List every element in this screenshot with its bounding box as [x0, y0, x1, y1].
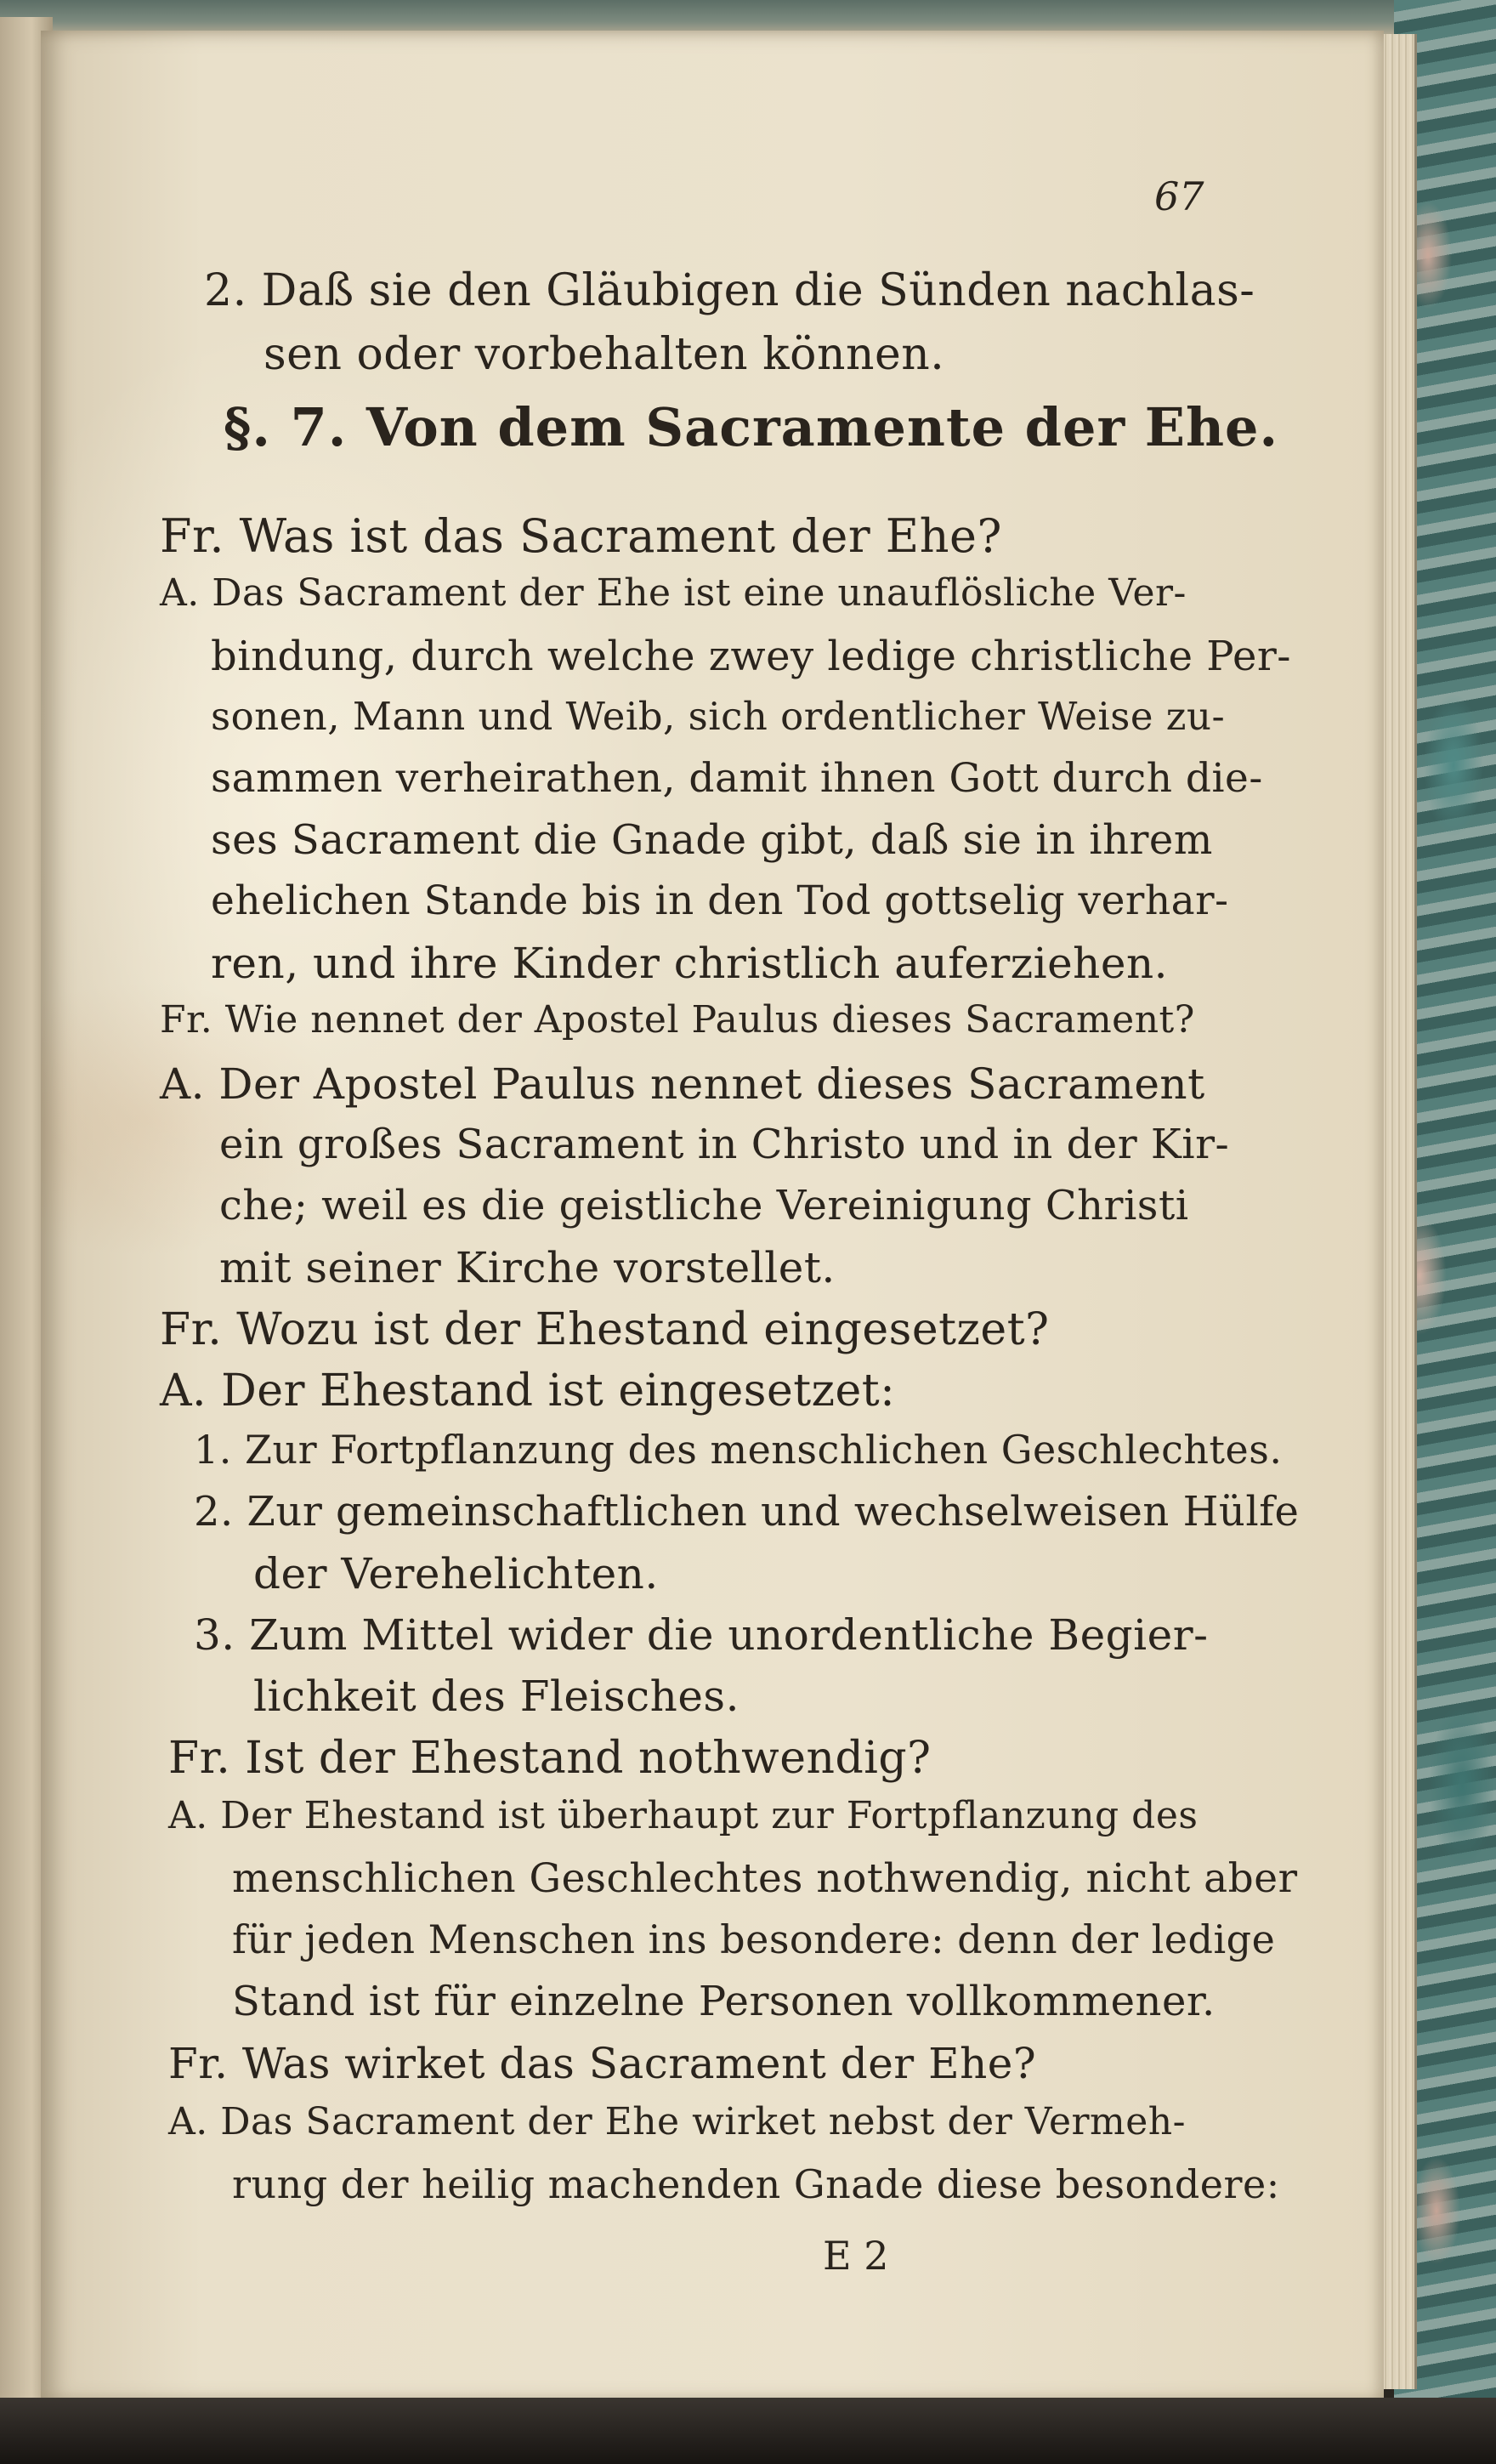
text-line: sonen, Mann und Weib, sich ordentlicher Weise zu-: [211, 694, 1226, 739]
question-line: Fr. Was ist das Sacrament der Ehe?: [160, 509, 1002, 563]
text-line: che; weil es die geistliche Vereinigung Christi: [219, 1182, 1189, 1229]
text-line: 2. Daß sie den Gläubigen die Sünden nachlas-: [204, 265, 1255, 316]
book-page: [41, 31, 1384, 2403]
text-line: ses Sacrament die Gnade gibt, daß sie in ihrem: [211, 816, 1213, 864]
text-line: mit seiner Kirche vorstellet.: [219, 1243, 836, 1292]
text-line: Stand ist für einzelne Personen vollkommener.: [232, 1978, 1216, 2025]
text-line: sen oder vorbehalten können.: [264, 329, 945, 380]
question-line: Fr. Ist der Ehestand nothwendig?: [168, 1733, 932, 1784]
answer-line: A. Der Ehestand ist eingesetzet:: [160, 1365, 896, 1417]
answer-line: A. Das Sacrament der Ehe wirket nebst der Vermeh-: [168, 2100, 1187, 2143]
list-item: 1. Zur Fortpflanzung des menschlichen Geschlechtes.: [194, 1427, 1283, 1473]
section-heading: §. 7. Von dem Sacramente der Ehe.: [224, 396, 1279, 458]
text-line: bindung, durch welche zwey ledige christliche Per-: [211, 633, 1292, 680]
text-line: der Verehelichten.: [253, 1549, 659, 1598]
text-line: rung der heilig machenden Gnade diese besondere:: [232, 2161, 1280, 2207]
question-line: Fr. Was wirket das Sacrament der Ehe?: [168, 2039, 1037, 2088]
question-line: Fr. Wie nennet der Apostel Paulus dieses Sacrament?: [160, 998, 1195, 1042]
text-line: sammen verheirathen, damit ihnen Gott durch die-: [211, 755, 1263, 802]
text-line: lichkeit des Fleisches.: [253, 1672, 740, 1721]
question-line: Fr. Wozu ist der Ehestand eingesetzet?: [160, 1304, 1050, 1355]
answer-line: A. Der Apostel Paulus nennet dieses Sacrament: [160, 1059, 1205, 1109]
text-line: menschlichen Geschlechtes nothwendig, nicht aber: [232, 1855, 1298, 1902]
text-line: für jeden Menschen ins besondere: denn der ledige: [232, 1916, 1276, 1962]
answer-line: A. Der Ehestand ist überhaupt zur Fortpflanzung des: [168, 1794, 1198, 1837]
list-item: 2. Zur gemeinschaftlichen und wechselweisen Hülfe: [194, 1488, 1300, 1536]
text-line: ehelichen Stande bis in den Tod gottselig verhar-: [211, 877, 1229, 924]
answer-line: A. Das Sacrament der Ehe ist eine unauflösliche Ver-: [160, 571, 1187, 615]
book-bottom-edge: [0, 2398, 1496, 2464]
list-item: 3. Zum Mittel wider die unordentliche Begier-: [194, 1610, 1209, 1660]
page-number: 67: [1154, 173, 1204, 219]
text-line: ren, und ihre Kinder christlich auferziehen.: [211, 939, 1169, 988]
signature-mark: E 2: [823, 2233, 889, 2279]
text-line: ein großes Sacrament in Christo und in der Kir-: [219, 1121, 1230, 1168]
